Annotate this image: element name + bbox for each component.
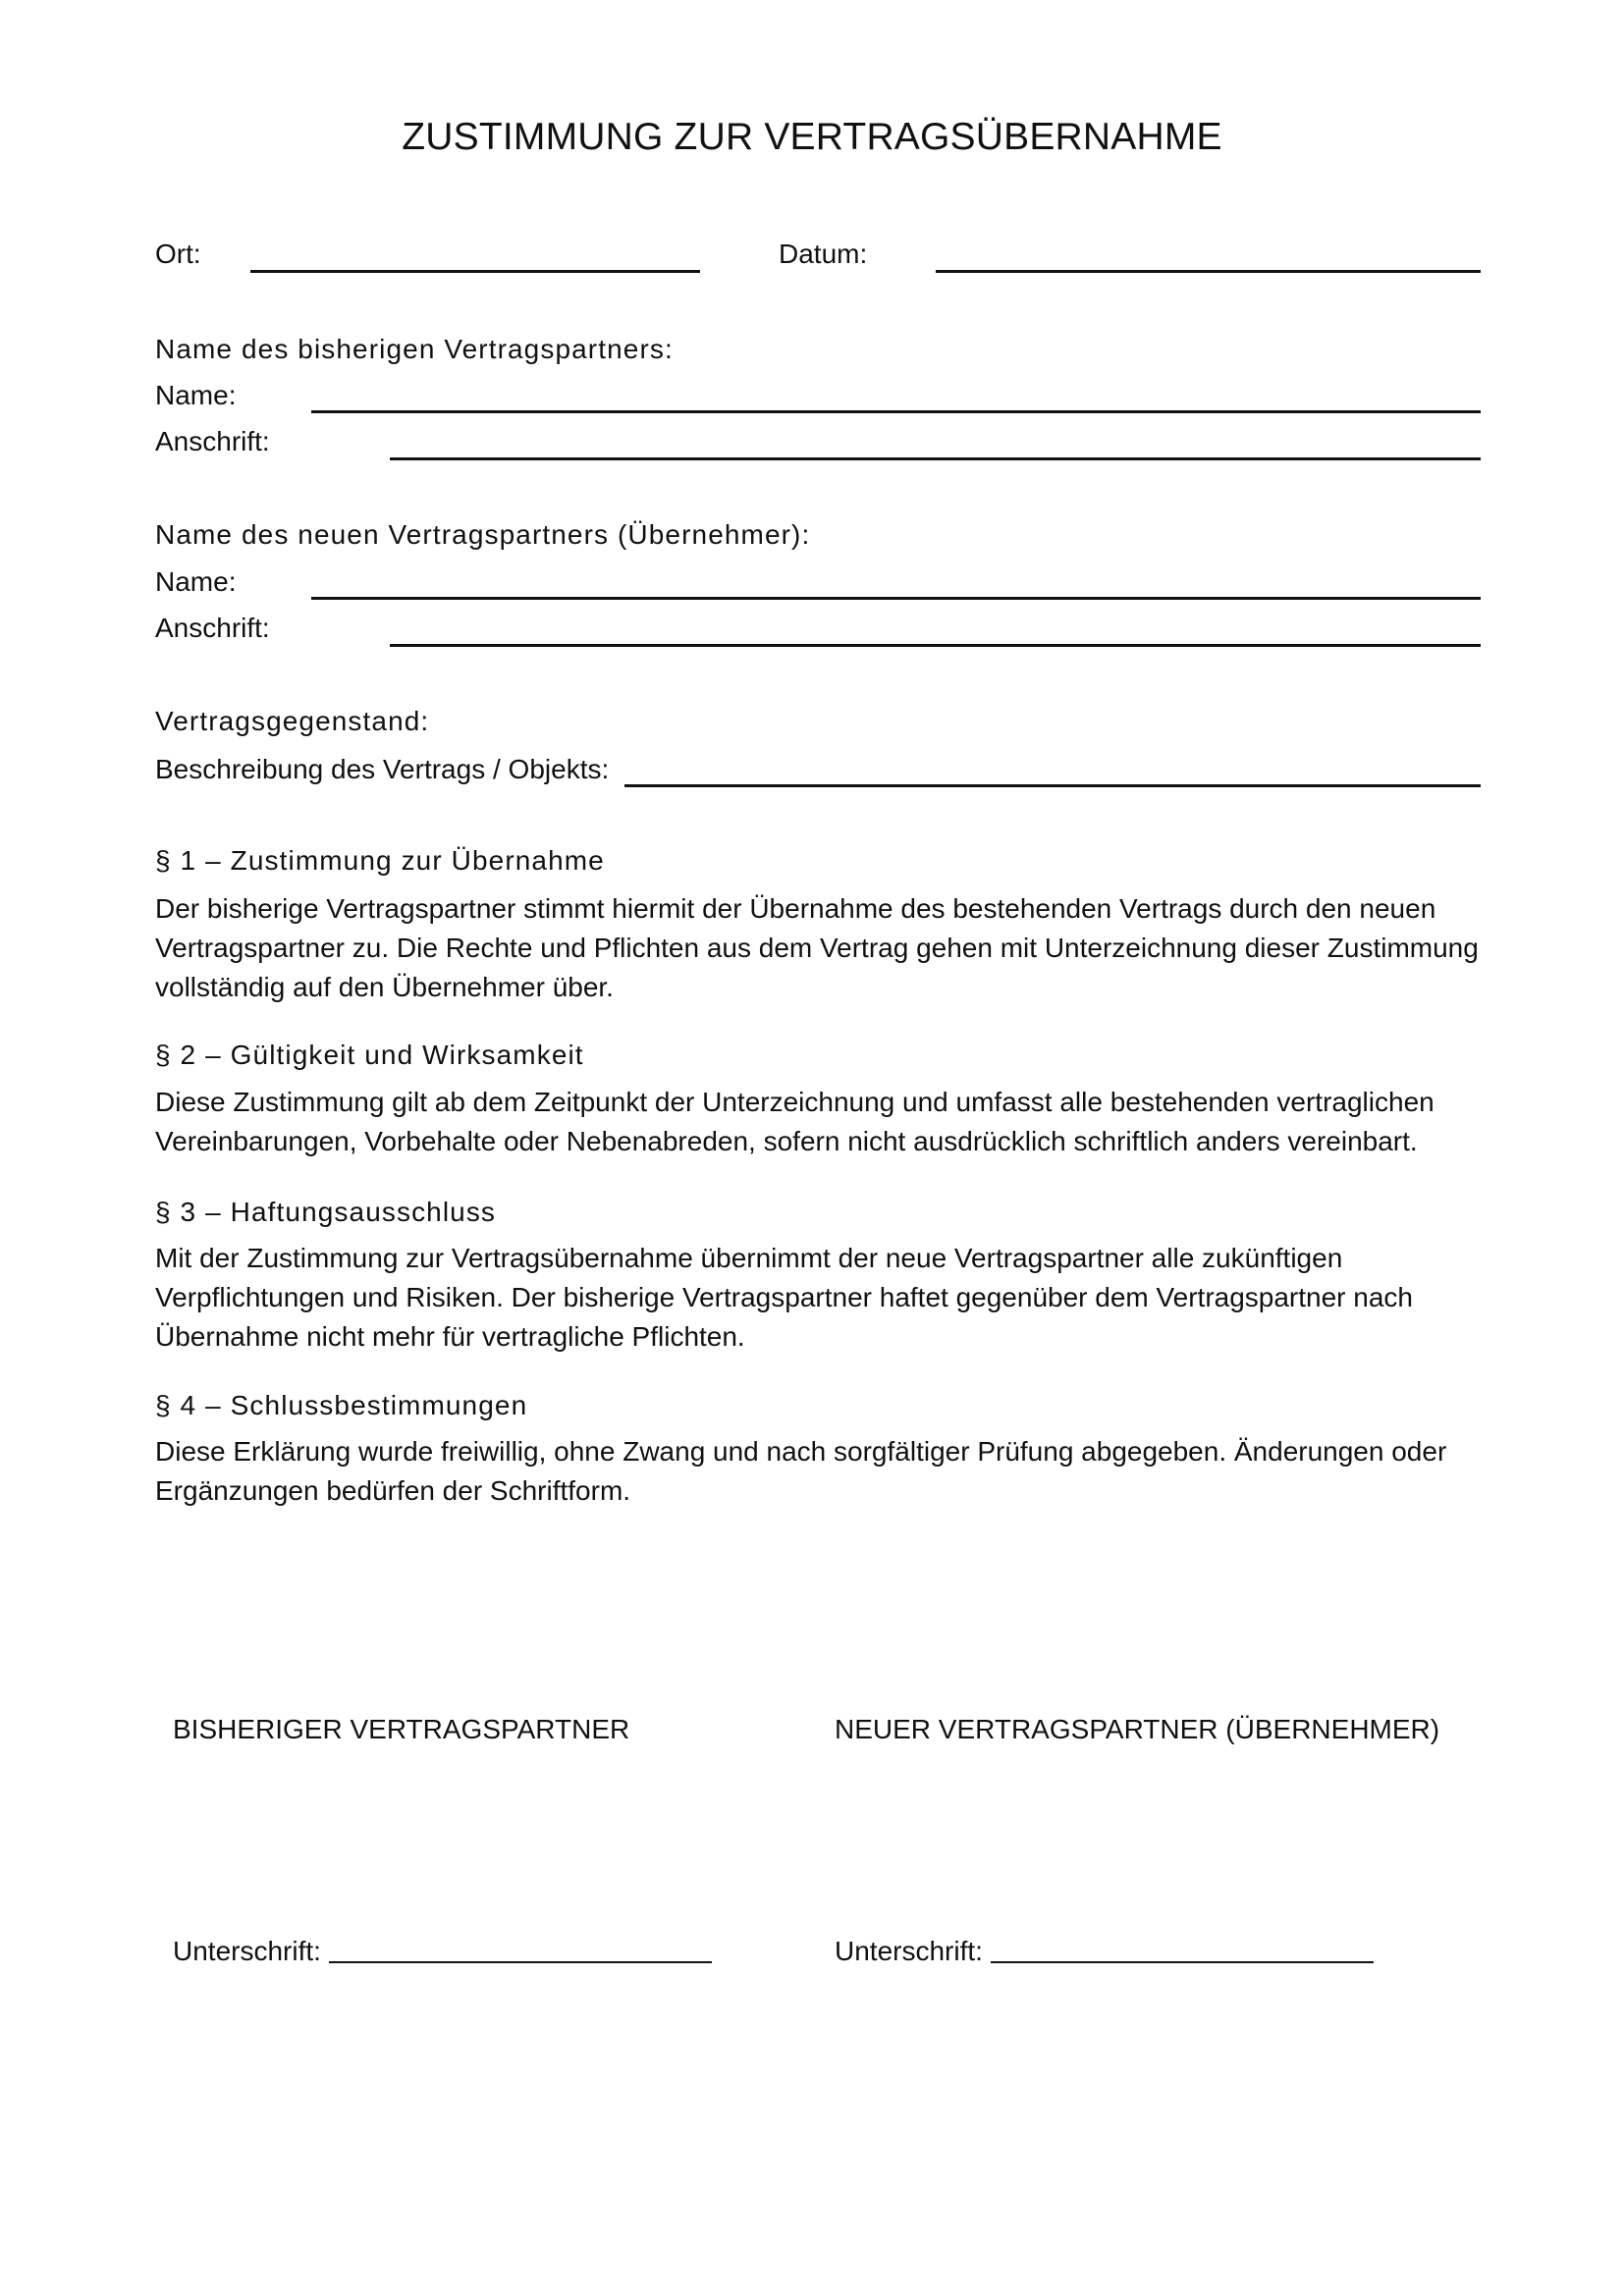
contract-description-label: Beschreibung des Vertrags / Objekts: [155, 754, 610, 784]
datum-field[interactable] [936, 270, 1481, 273]
contract-description-field[interactable] [624, 784, 1481, 787]
new-partner-signature-label: Unterschrift: [835, 1936, 983, 1966]
previous-partner-address-field[interactable] [390, 457, 1481, 460]
section-2-text: Diese Zustimmung gilt ab dem Zeitpunkt der Unterzeichnung und umfasst alle bestehenden vertraglichen Vereinbarungen, Vorbehalte oder Nebenabreden, sofern nicht ausdrücklich schriftlich anders vereinbart. [155, 1087, 1435, 1156]
previous-partner-signature-line[interactable] [329, 1961, 712, 1963]
page-title: ZUSTIMMUNG ZUR VERTRAGSÜBERNAHME [402, 116, 1222, 158]
new-partner-name-label: Name: [155, 566, 237, 597]
contract-subject-heading: Vertragsgegenstand: [155, 706, 430, 736]
new-partner-address-field[interactable] [390, 644, 1481, 647]
new-partner-heading: Name des neuen Vertragspartners (Übernehmer): [155, 519, 811, 550]
datum-label: Datum: [779, 239, 868, 269]
new-partner-signature-row [835, 1935, 1374, 1968]
section-1-heading: § 1 – Zustimmung zur Übernahme [155, 845, 605, 876]
previous-partner-name-label: Name: [155, 380, 237, 410]
ort-label: Ort: [155, 239, 201, 269]
section-2-heading: § 2 – Gültigkeit und Wirksamkeit [155, 1040, 584, 1070]
previous-partner-signature-title: BISHERIGER VERTRAGSPARTNER [173, 1714, 630, 1744]
previous-partner-name-field[interactable] [311, 410, 1481, 413]
previous-partner-signature-label: Unterschrift: [173, 1936, 321, 1966]
section-4-text: Diese Erklärung wurde freiwillig, ohne Zwang und nach sorgfältiger Prüfung abgegeben. Änderungen oder Ergänzungen bedürfen der Schriftform. [155, 1436, 1447, 1506]
section-3-text: Mit der Zustimmung zur Vertragsübernahme übernimmt der neue Vertragspartner alle zukünftigen Verpflichtungen und Risiken. Der bisherige Vertragspartner haftet gegenüber dem Vertragspartner nach Übernahme nicht mehr für vertragliche Pflichten. [155, 1243, 1413, 1352]
section-1-text: Der bisherige Vertragspartner stimmt hiermit der Übernahme des bestehenden Vertrags durch den neuen Vertragspartner zu. Die Rechte und Pflichten aus dem Vertrag gehen mit Unterzeichnung dieser Zustimmung vollständig auf den Übernehmer über. [155, 893, 1479, 1002]
new-partner-name-field[interactable] [311, 597, 1481, 600]
new-partner-address-label: Anschrift: [155, 613, 270, 643]
new-partner-signature-line[interactable] [991, 1961, 1374, 1963]
ort-field[interactable] [250, 270, 700, 273]
section-3-heading: § 3 – Haftungsausschluss [155, 1197, 497, 1227]
previous-partner-signature-row [173, 1935, 712, 1968]
previous-partner-heading: Name des bisherigen Vertragspartners: [155, 334, 674, 364]
section-4-heading: § 4 – Schlussbestimmungen [155, 1390, 528, 1420]
new-partner-signature-title: NEUER VERTRAGSPARTNER (ÜBERNEHMER) [835, 1714, 1440, 1744]
previous-partner-address-label: Anschrift: [155, 426, 270, 456]
